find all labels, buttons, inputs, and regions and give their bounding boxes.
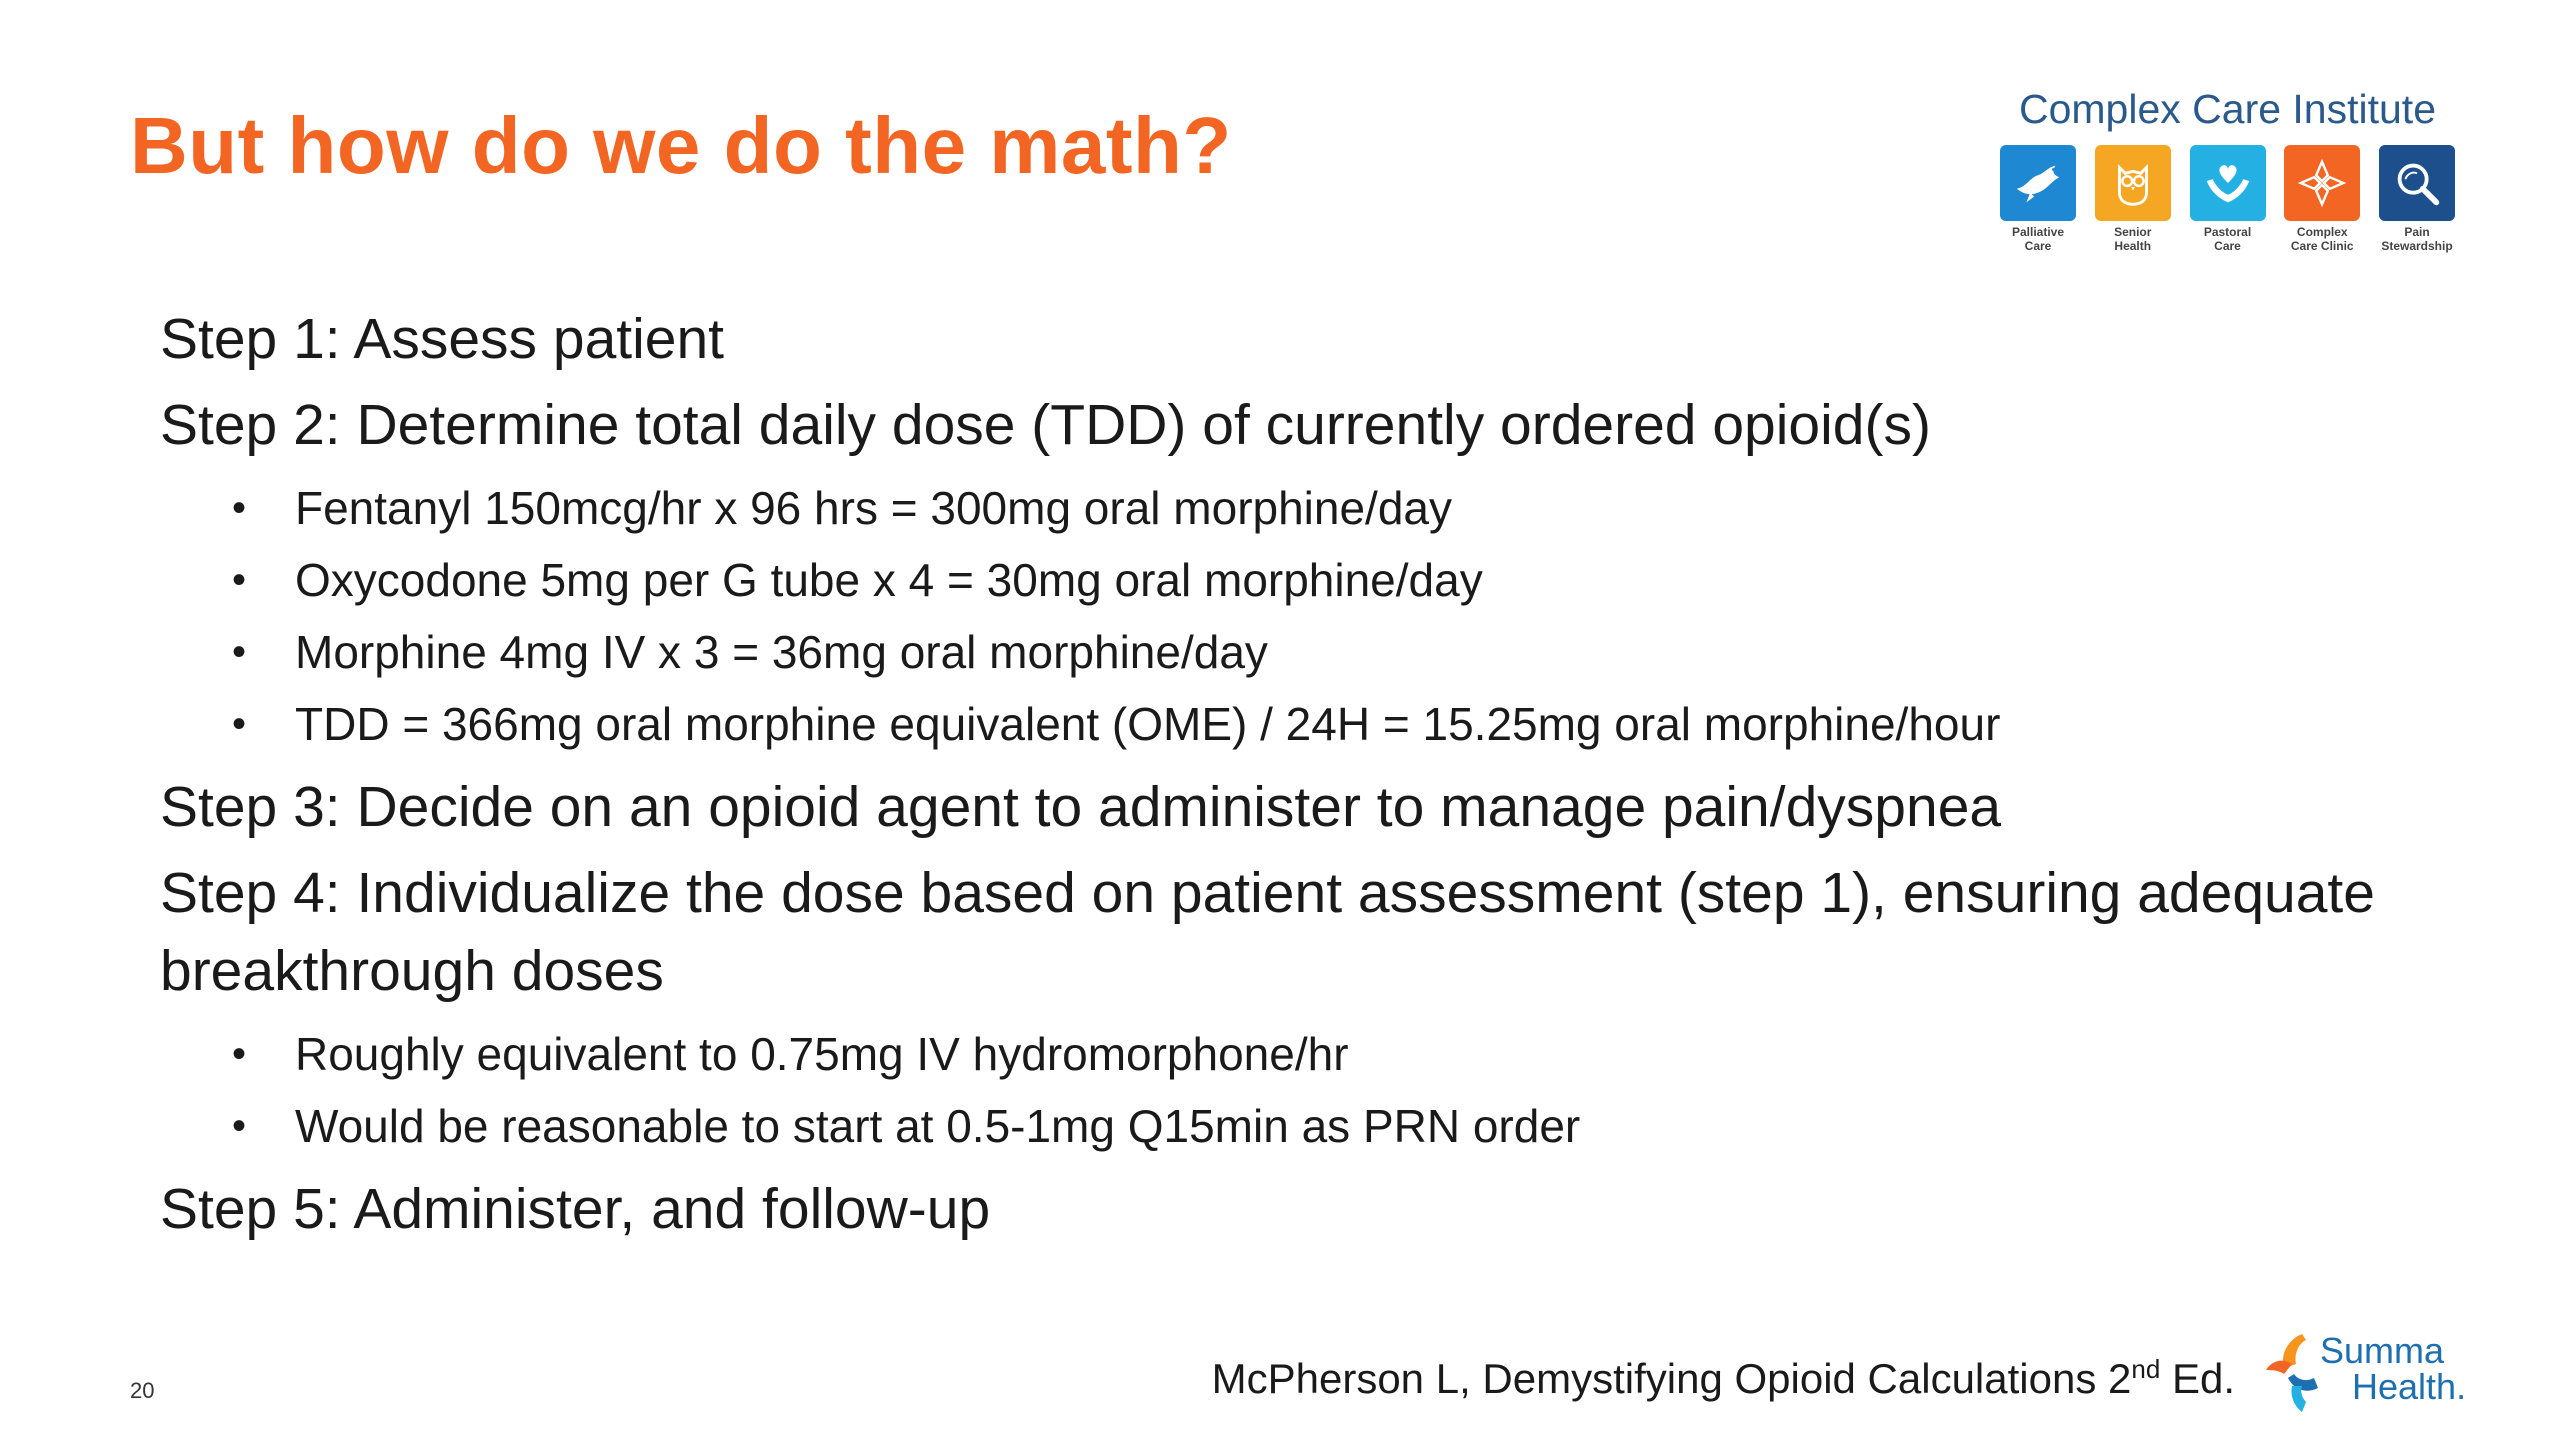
citation <box>1212 1355 2235 1403</box>
complex-care-institute-logo <box>1985 86 2470 253</box>
tile-complex-care-clinic <box>2279 145 2365 253</box>
citation-suffix: Ed. <box>2160 1355 2235 1402</box>
bullet-icon: • <box>232 558 247 602</box>
tile-senior-health <box>2090 145 2176 253</box>
slide-body <box>160 300 2460 1256</box>
list-item <box>160 1018 2460 1090</box>
tile-pain-stewardship <box>2374 145 2460 253</box>
tile-palliative-care <box>1995 145 2081 253</box>
step-5: Step 5: Administer, and follow-up <box>160 1177 991 1241</box>
summa-line2: Health. <box>2352 1366 2467 1407</box>
page-number: 20 <box>130 1378 155 1403</box>
tile-pastoral-care <box>2185 145 2271 253</box>
citation-prefix: McPherson L, Demystifying Opioid Calculations 2 <box>1211 1355 2132 1402</box>
bullet-icon: • <box>232 702 247 746</box>
step-2: Step 2: Determine total daily dose (TDD) of currently ordered opioid(s) <box>160 393 1931 457</box>
bullet-text: Would be reasonable to start at 0.5-1mg Q15min as PRN order <box>295 1100 1581 1152</box>
step-2-bullets <box>160 472 2460 760</box>
bullet-icon: • <box>232 1104 247 1148</box>
tile-label: Complex Care Clinic <box>2290 225 2354 253</box>
bullet-text: Roughly equivalent to 0.75mg IV hydromorphone/hr <box>295 1028 1349 1080</box>
step-3: Step 3: Decide on an opioid agent to administer to manage pain/dyspnea <box>160 775 2002 839</box>
hands-heart-icon <box>2190 145 2266 221</box>
bullet-text: Fentanyl 150mcg/hr x 96 hrs = 300mg oral morphine/day <box>295 482 1453 534</box>
bullet-text: Morphine 4mg IV x 3 = 36mg oral morphine/day <box>295 626 1268 678</box>
owl-icon <box>2095 145 2171 221</box>
summa-line1: Summa <box>2320 1330 2445 1371</box>
institute-title: Complex Care Institute <box>2018 86 2436 132</box>
slide-title: But how do we do the math? <box>130 101 1232 190</box>
bullet-text: Oxycodone 5mg per G tube x 4 = 30mg oral morphine/day <box>295 554 1483 606</box>
tile-label: Palliative Care <box>2011 225 2065 253</box>
tile-label: Pastoral Care <box>2203 225 2252 253</box>
tile-label: Pain Stewardship <box>2381 225 2453 253</box>
citation-superscript: nd <box>2131 1354 2161 1384</box>
list-item <box>160 616 2460 688</box>
list-item <box>160 472 2460 544</box>
summa-wordmark <box>2320 1330 2467 1407</box>
step-1: Step 1: Assess patient <box>160 307 725 371</box>
tile-label: Senior Health <box>2114 225 2152 253</box>
step-4: Step 4: Individualize the dose based on patient assessment (step 1), ensuring adequate breakthrough doses <box>160 861 2375 1003</box>
summa-health-logo <box>2262 1325 2467 1420</box>
bullet-icon: • <box>232 630 247 674</box>
bullet-text: TDD = 366mg oral morphine equivalent (OME) / 24H = 15.25mg oral morphine/hour <box>295 698 2001 750</box>
institute-tiles <box>1985 145 2470 253</box>
list-item <box>160 1090 2460 1162</box>
magnifier-icon <box>2379 145 2455 221</box>
cluster-icon <box>2284 145 2360 221</box>
bullet-icon: • <box>232 1032 247 1076</box>
list-item <box>160 688 2460 760</box>
bullet-icon: • <box>232 486 247 530</box>
step-4-bullets <box>160 1018 2460 1162</box>
dove-icon <box>2000 145 2076 221</box>
list-item <box>160 544 2460 616</box>
